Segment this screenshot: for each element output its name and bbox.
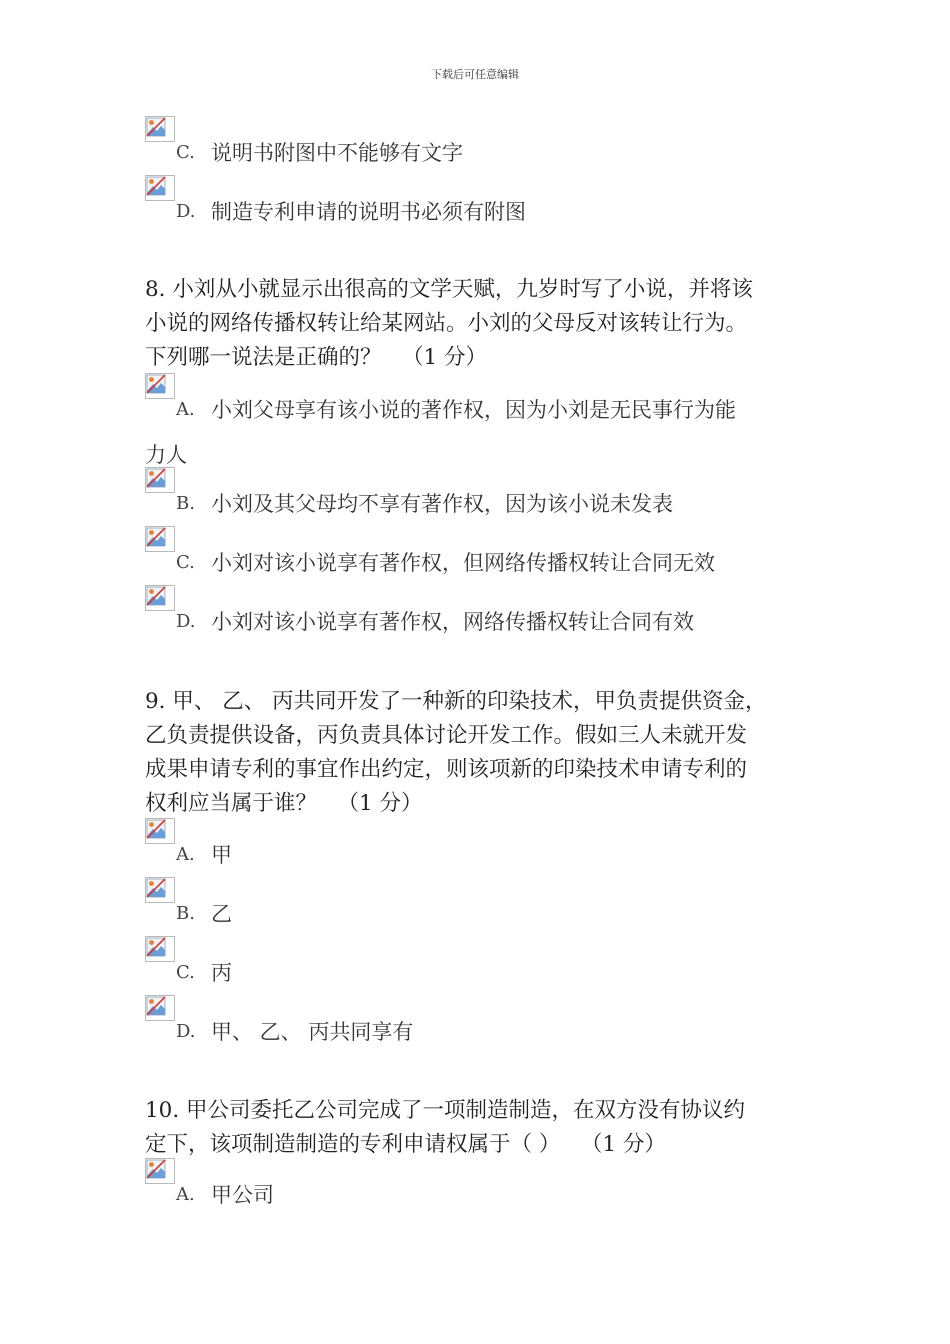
question-text-line: 权利应当属于谁？ xyxy=(145,791,318,816)
option-text: 说明书附图中不能够有文字 xyxy=(211,141,463,165)
page-header: 下载后可任意编辑 xyxy=(431,68,519,81)
broken-image-icon xyxy=(145,818,175,844)
broken-image-icon xyxy=(145,995,175,1021)
option-text: 甲 xyxy=(211,843,232,867)
question-number: 10. xyxy=(145,1098,180,1123)
broken-image-icon xyxy=(145,175,175,201)
broken-image-icon xyxy=(145,526,175,552)
question-9 xyxy=(145,685,825,821)
question-text-line: 下列哪一说法是正确的？ xyxy=(145,345,382,370)
broken-image-icon xyxy=(145,373,175,399)
question-text-line: 甲公司委托乙公司完成了一项制造制造，在双方没有协议约 xyxy=(186,1098,746,1123)
option-text: 甲公司 xyxy=(211,1183,274,1207)
question-points: （1 分） xyxy=(337,791,423,816)
question-points: （1 分） xyxy=(402,345,488,370)
option-text: 甲、 乙、 丙共同享有 xyxy=(211,1020,414,1044)
question-text-line: 定下，该项制造制造的专利申请权属于（ ） xyxy=(145,1132,561,1157)
option-letter: B. xyxy=(176,903,195,924)
question-number: 9. xyxy=(145,689,166,714)
option-letter: D. xyxy=(176,201,196,222)
option-text: 丙 xyxy=(211,961,232,985)
option-text: 制造专利申请的说明书必须有附图 xyxy=(211,200,526,224)
broken-image-icon xyxy=(145,467,175,493)
question-points: （1 分） xyxy=(580,1132,666,1157)
option-letter: C. xyxy=(176,142,195,163)
question-text-line: 乙负责提供设备，丙负责具体讨论开发工作。假如三人未就开发 xyxy=(145,723,748,748)
option-text: 乙 xyxy=(211,902,232,926)
option-letter: A. xyxy=(176,399,195,420)
option-letter: D. xyxy=(176,611,196,632)
option-text: 小刘对该小说享有著作权，但网络传播权转让合同无效 xyxy=(211,551,715,575)
broken-image-icon xyxy=(145,116,175,142)
broken-image-icon xyxy=(145,936,175,962)
question-text-line: 成果申请专利的事宜作出约定，则该项新的印染技术申请专利的 xyxy=(145,757,748,782)
broken-image-icon xyxy=(145,1158,175,1184)
option-letter: A. xyxy=(176,844,195,865)
option-letter: C. xyxy=(176,962,195,983)
question-10 xyxy=(145,1094,825,1162)
option-letter: B. xyxy=(176,493,195,514)
broken-image-icon xyxy=(145,585,175,611)
question-text-line: 小刘从小就显示出很高的文学天赋，九岁时写了小说，并将该 xyxy=(172,277,753,302)
option-letter: C. xyxy=(176,552,195,573)
question-8 xyxy=(145,273,825,375)
option-text: 小刘父母享有该小说的著作权，因为小刘是无民事行为能 xyxy=(211,398,736,422)
option-letter: D. xyxy=(176,1021,196,1042)
question-text-line: 甲、 乙、 丙共同开发了一种新的印染技术，甲负责提供资金， xyxy=(172,689,767,714)
option-letter: A. xyxy=(176,1184,195,1205)
question-text-line: 小说的网络传播权转让给某网站。小刘的父母反对该转让行为。 xyxy=(145,311,748,336)
option-text: 小刘及其父母均不享有著作权，因为该小说未发表 xyxy=(211,492,673,516)
question-number: 8. xyxy=(145,277,166,302)
option-text: 小刘对该小说享有著作权，网络传播权转让合同有效 xyxy=(211,610,694,634)
broken-image-icon xyxy=(145,877,175,903)
option-text-continued: 力人 xyxy=(145,443,187,467)
